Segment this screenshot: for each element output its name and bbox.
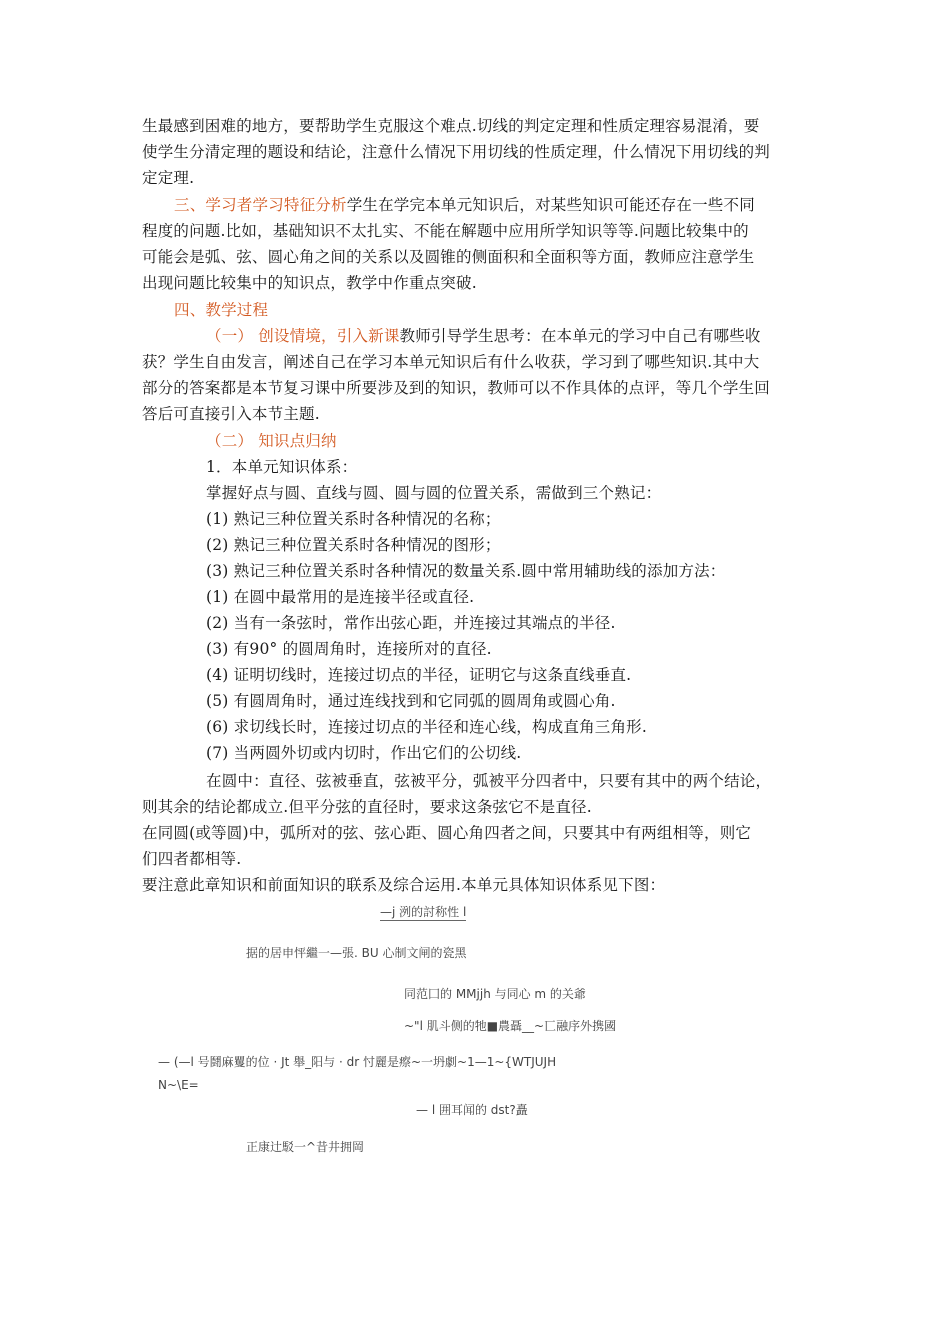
section3-heading: 三、学习者学习特征分析	[174, 196, 347, 214]
paragraph-line: 部分的答案都是本节复习课中所要涉及到的知识，教师可以不作具体的点评，等几个学生回	[142, 379, 771, 397]
aux-line-item: (6) 求切线长时，连接过切点的半径和连心线，构成直角三角形.	[206, 718, 648, 736]
part1-text: 教师引导学生思考：在本单元的学习中自己有哪些收	[399, 327, 761, 345]
memorize-item: (1) 熟记三种位置关系时各种情况的名称；	[206, 510, 501, 528]
part2-heading: （二） 知识点归纳	[206, 432, 337, 450]
paragraph-line: 生最感到困难的地方，要帮助学生克服这个难点.切线的判定定理和性质定理容易混淆，要	[142, 117, 760, 135]
paragraph-line: 在同圆(或等圆)中，弧所对的弦、弦心距、圆心角四者之间，只要其中有两组相等，则它	[142, 824, 752, 842]
section3-text: 学生在学完本单元知识后，对某些知识可能还存在一些不同	[346, 196, 755, 214]
paragraph-line: 出现问题比较集中的知识点，教学中作重点突破.	[142, 274, 477, 292]
aux-line-item: (2) 当有一条弦时，常作出弦心距，并连接过其端点的半径.	[206, 614, 616, 632]
part1-first-line	[206, 323, 761, 349]
aux-line-item: (3) 有90° 的圆周角时，连接所对的直径.	[206, 640, 492, 658]
memorize-item: (3) 熟记三种位置关系时各种情况的数量关系.圆中常用辅助线的添加方法：	[206, 562, 726, 580]
paragraph-line: 要注意此章知识和前面知识的联系及综合运用.本单元具体知识体系见下图：	[142, 876, 666, 894]
aux-line-item: (7) 当两圆外切或内切时，作出它们的公切线.	[206, 744, 522, 762]
memorize-item: (2) 熟记三种位置关系时各种情况的图形；	[206, 536, 501, 554]
diagram-text: — l 囲耳闻的 dst?矗	[416, 1103, 528, 1117]
paragraph-line: 程度的问题.比如，基础知识不太扎实、不能在解题中应用所学知识等等.问题比较集中的	[142, 222, 749, 240]
diagram-text: 据的居申怦繼一—張. BU 心制文闸的瓷黑	[246, 946, 467, 960]
section3-first-line	[174, 192, 755, 218]
paragraph-line: 获？学生自由发言，阐述自己在学习本单元知识后有什么收获，学习到了哪些知识.其中大	[142, 353, 760, 371]
paragraph-line: 可能会是弧、弦、圆心角之间的关系以及圆锥的侧面积和全面积等方面，教师应注意学生	[142, 248, 755, 266]
diagram-text: — (—l 号鬪麻矍的位 · Jt 舉_阳与 · dr 忖麗是瘵~一坍劇~1—1~{WTJUJH	[158, 1055, 557, 1069]
aux-line-item: (5) 有圆周角时，通过连线找到和它同弧的圆周角或圆心角.	[206, 692, 616, 710]
paragraph-line: 答后可直接引入本节主题.	[142, 405, 320, 423]
item1-title: 1．本单元知识体系：	[206, 458, 358, 476]
part1-heading: （一） 创设情境，引入新课	[206, 327, 400, 345]
aux-line-item: (1) 在圆中最常用的是连接半径或直径.	[206, 588, 475, 606]
aux-line-item: (4) 证明切线时，连接过切点的半径，证明它与这条直线垂直.	[206, 666, 632, 684]
section4-heading: 四、教学过程	[174, 301, 269, 319]
diagram-text: N~\E=	[158, 1078, 199, 1092]
intro-line: 掌握好点与圆、直线与圆、圆与圆的位置关系，需做到三个熟记：	[206, 484, 662, 502]
paragraph-line: 在圆中：直径、弦被垂直，弦被平分，弧被平分四者中，只要有其中的两个结论，	[206, 772, 772, 790]
paragraph-line: 则其余的结论都成立.但平分弦的直径时，要求这条弦它不是直径.	[142, 798, 592, 816]
paragraph-line: 使学生分清定理的题设和结论，注意什么情况下用切线的性质定理，什么情况下用切线的判	[142, 143, 771, 161]
diagram-text: —j 洌的討称性 l	[380, 905, 467, 919]
diagram-text: 同范囗的 MMjjh 与同心 m 的关爺	[404, 987, 586, 1001]
diagram-text: ~"l 肌斗侧的牠■農聶__~匸融序外携國	[404, 1019, 617, 1033]
paragraph-line: 定定理.	[142, 169, 195, 187]
diagram-text: 正康辻駁一^昔井拥岡	[246, 1140, 365, 1154]
paragraph-line: 们四者都相等.	[142, 850, 242, 868]
